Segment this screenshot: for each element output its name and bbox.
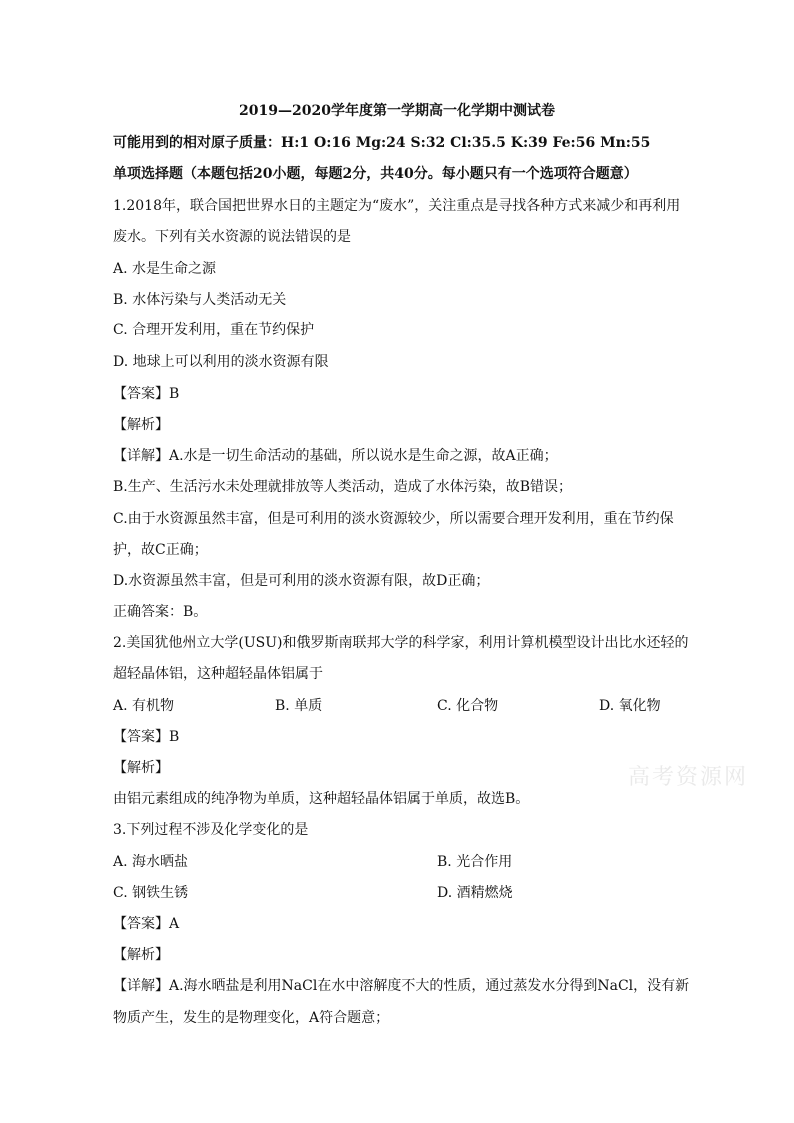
question-2-option-a: A. 有机物 [113,698,175,714]
page-title: 2019—2020学年度第一学期高一化学期中测试卷 [239,103,555,119]
question-2-option-d: D. 氧化物 [599,698,661,714]
question-2-answer: 【答案】B [113,729,180,745]
question-1-explanation-line-2: B.生产、生活污水未处理就排放等人类活动，造成了水体污染，故B错误； [113,479,573,495]
question-3-explanation-line-2: 物质产生，发生的是物理变化，A符合题意； [113,1010,390,1026]
question-1-explanation-line-3: C.由于水资源虽然丰富，但是可利用的淡水资源较少，所以需要合理开发利用，重在节约保 [113,511,674,527]
question-3-analysis-label: 【解析】 [113,947,169,963]
question-3-explanation-line-1: 【详解】A.海水晒盐是利用NaCl在水中溶解度不大的性质，通过蒸发水分得到NaCl，没有新 [113,978,690,994]
question-1-explanation-line-1: 【详解】A.水是一切生命活动的基础，所以说水是生命之源，故A正确； [113,448,558,464]
question-1-analysis-label: 【解析】 [113,417,169,433]
section-heading: 单项选择题（本题包括20小题，每题2分，共40分。每小题只有一个选项符合题意） [113,166,638,182]
question-2-analysis-label: 【解析】 [113,760,169,776]
question-3-answer: 【答案】A [113,916,180,932]
question-1-explanation-line-4: 护，故C正确； [113,542,208,558]
question-2-explanation-line-1: 由铝元素组成的纯净物为单质，这种超轻晶体铝属于单质，故选B。 [113,791,530,807]
question-2-stem-line-2: 超轻晶体铝，这种超轻晶体铝属于 [113,666,323,682]
question-1-option-a: A. 水是生命之源 [113,261,217,277]
question-2-option-b: B. 单质 [275,698,323,714]
question-3-stem: 3.下列过程不涉及化学变化的是 [113,822,309,838]
question-1-answer: 【答案】B [113,386,180,402]
question-3-option-a: A. 海水晒盐 [113,854,189,870]
watermark: 高考资源网 [628,765,749,790]
question-1-stem-line-2: 废水。下列有关水资源的说法错误的是 [113,229,351,245]
question-1-stem-line-1: 1.2018年，联合国把世界水日的主题定为“废水”，关注重点是寻找各种方式来减少和再利用 [113,198,681,214]
question-3-option-c: C. 钢铁生锈 [113,885,189,901]
question-3-option-b: B. 光合作用 [437,854,513,870]
question-1-option-d: D. 地球上可以利用的淡水资源有限 [113,354,329,370]
question-1-option-c: C. 合理开发利用，重在节约保护 [113,322,315,338]
question-2-option-c: C. 化合物 [437,698,499,714]
question-2-stem-line-1: 2.美国犹他州立大学(USU)和俄罗斯南联邦大学的科学家，利用计算机模型设计出比水还轻的 [113,635,689,651]
question-3-option-d: D. 酒精燃烧 [437,885,513,901]
atomic-masses-line: 可能用到的相对原子质量：H:1 O:16 Mg:24 S:32 Cl:35.5 K:39 Fe:56 Mn:55 [113,135,651,151]
question-1-explanation-line-5: D.水资源虽然丰富，但是可利用的淡水资源有限，故D正确； [113,573,490,589]
question-1-option-b: B. 水体污染与人类活动无关 [113,292,287,308]
question-1-explanation-line-6: 正确答案：B。 [113,604,208,620]
